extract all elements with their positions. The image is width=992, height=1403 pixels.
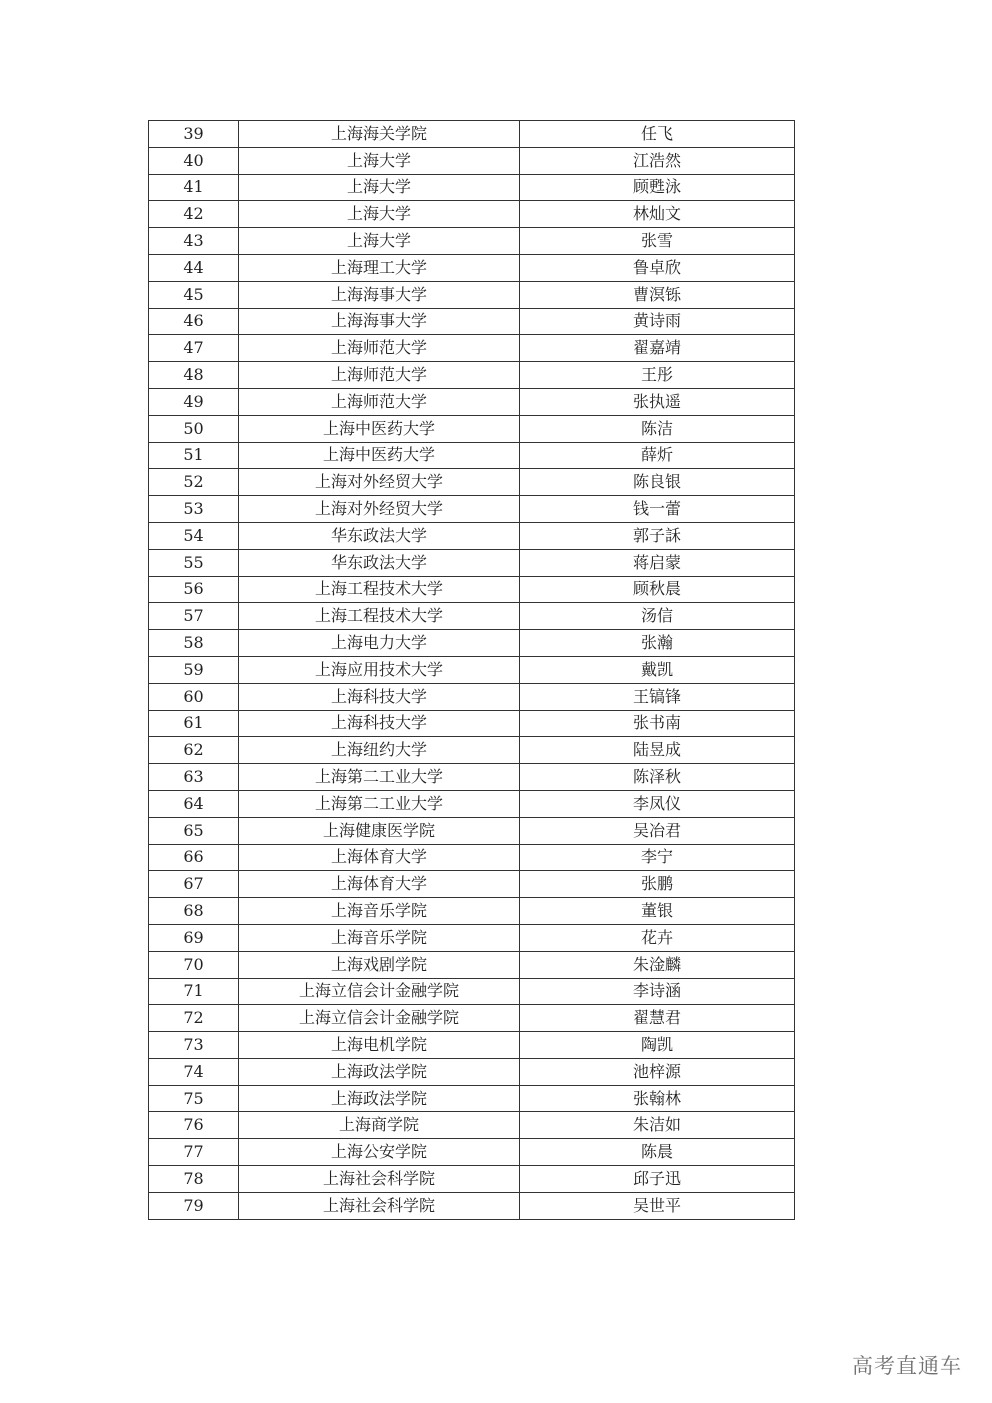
school-name: 上海电机学院	[239, 1032, 520, 1059]
row-number: 68	[149, 898, 239, 925]
table-row	[149, 496, 795, 523]
row-number: 43	[149, 228, 239, 255]
person-name: 江浩然	[520, 147, 795, 174]
school-name: 上海大学	[239, 201, 520, 228]
table-row	[149, 254, 795, 281]
table-row	[149, 147, 795, 174]
school-name: 上海政法学院	[239, 1085, 520, 1112]
person-name: 陈良银	[520, 469, 795, 496]
person-name: 戴凯	[520, 656, 795, 683]
row-number: 71	[149, 978, 239, 1005]
person-name: 王镐锋	[520, 683, 795, 710]
row-number: 51	[149, 442, 239, 469]
table-row	[149, 415, 795, 442]
school-name: 上海立信会计金融学院	[239, 978, 520, 1005]
school-name: 上海社会科学院	[239, 1166, 520, 1193]
table-row	[149, 522, 795, 549]
school-name: 上海师范大学	[239, 388, 520, 415]
row-number: 76	[149, 1112, 239, 1139]
table-row	[149, 1112, 795, 1139]
person-name: 李诗涵	[520, 978, 795, 1005]
school-name: 上海商学院	[239, 1112, 520, 1139]
row-number: 74	[149, 1058, 239, 1085]
school-name: 上海第二工业大学	[239, 764, 520, 791]
row-number: 73	[149, 1032, 239, 1059]
table-row	[149, 308, 795, 335]
school-name: 上海海事大学	[239, 281, 520, 308]
school-name: 上海师范大学	[239, 335, 520, 362]
school-name: 上海工程技术大学	[239, 603, 520, 630]
row-number: 48	[149, 362, 239, 389]
table-row	[149, 335, 795, 362]
school-name: 上海体育大学	[239, 871, 520, 898]
roster-table	[148, 120, 795, 1220]
school-name: 上海体育大学	[239, 844, 520, 871]
person-name: 顾甦泳	[520, 174, 795, 201]
person-name: 张书南	[520, 710, 795, 737]
table-row	[149, 549, 795, 576]
table-row	[149, 603, 795, 630]
school-name: 上海海事大学	[239, 308, 520, 335]
school-name: 上海工程技术大学	[239, 576, 520, 603]
row-number: 78	[149, 1166, 239, 1193]
person-name: 翟慧君	[520, 1005, 795, 1032]
row-number: 57	[149, 603, 239, 630]
row-number: 63	[149, 764, 239, 791]
person-name: 李宁	[520, 844, 795, 871]
school-name: 上海公安学院	[239, 1139, 520, 1166]
person-name: 李凤仪	[520, 790, 795, 817]
row-number: 65	[149, 817, 239, 844]
person-name: 董银	[520, 898, 795, 925]
school-name: 上海政法学院	[239, 1058, 520, 1085]
row-number: 44	[149, 254, 239, 281]
person-name: 钱一蕾	[520, 496, 795, 523]
school-name: 上海大学	[239, 147, 520, 174]
table-row	[149, 442, 795, 469]
table-row	[149, 121, 795, 148]
person-name: 汤信	[520, 603, 795, 630]
person-name: 吴冶君	[520, 817, 795, 844]
table-row	[149, 174, 795, 201]
row-number: 61	[149, 710, 239, 737]
person-name: 陈晨	[520, 1139, 795, 1166]
table-row	[149, 630, 795, 657]
row-number: 60	[149, 683, 239, 710]
person-name: 翟嘉靖	[520, 335, 795, 362]
row-number: 46	[149, 308, 239, 335]
person-name: 任飞	[520, 121, 795, 148]
table-row	[149, 656, 795, 683]
row-number: 41	[149, 174, 239, 201]
school-name: 上海理工大学	[239, 254, 520, 281]
school-name: 上海社会科学院	[239, 1192, 520, 1219]
row-number: 47	[149, 335, 239, 362]
person-name: 陈洁	[520, 415, 795, 442]
person-name: 邱子迅	[520, 1166, 795, 1193]
school-name: 上海音乐学院	[239, 924, 520, 951]
person-name: 陶凯	[520, 1032, 795, 1059]
school-name: 上海音乐学院	[239, 898, 520, 925]
school-name: 上海师范大学	[239, 362, 520, 389]
person-name: 张雪	[520, 228, 795, 255]
row-number: 50	[149, 415, 239, 442]
row-number: 49	[149, 388, 239, 415]
row-number: 70	[149, 951, 239, 978]
school-name: 上海科技大学	[239, 683, 520, 710]
person-name: 张执遥	[520, 388, 795, 415]
person-name: 林灿文	[520, 201, 795, 228]
table-row	[149, 871, 795, 898]
person-name: 陈泽秋	[520, 764, 795, 791]
row-number: 69	[149, 924, 239, 951]
person-name: 朱洁如	[520, 1112, 795, 1139]
row-number: 79	[149, 1192, 239, 1219]
person-name: 顾秋晨	[520, 576, 795, 603]
person-name: 鲁卓欣	[520, 254, 795, 281]
school-name: 上海大学	[239, 228, 520, 255]
table-row	[149, 1192, 795, 1219]
school-name: 华东政法大学	[239, 549, 520, 576]
table-row	[149, 1085, 795, 1112]
watermark-text: 高考直通车	[852, 1354, 962, 1378]
row-number: 66	[149, 844, 239, 871]
school-name: 华东政法大学	[239, 522, 520, 549]
row-number: 45	[149, 281, 239, 308]
table-row	[149, 898, 795, 925]
table-row	[149, 576, 795, 603]
row-number: 53	[149, 496, 239, 523]
row-number: 59	[149, 656, 239, 683]
table-row	[149, 388, 795, 415]
school-name: 上海对外经贸大学	[239, 469, 520, 496]
person-name: 吴世平	[520, 1192, 795, 1219]
table-row	[149, 978, 795, 1005]
row-number: 52	[149, 469, 239, 496]
row-number: 40	[149, 147, 239, 174]
table-row	[149, 844, 795, 871]
table-row	[149, 201, 795, 228]
table-row	[149, 817, 795, 844]
table-row	[149, 924, 795, 951]
school-name: 上海对外经贸大学	[239, 496, 520, 523]
roster-table-body	[149, 121, 795, 1220]
school-name: 上海应用技术大学	[239, 656, 520, 683]
person-name: 张瀚	[520, 630, 795, 657]
person-name: 王彤	[520, 362, 795, 389]
person-name: 张鹏	[520, 871, 795, 898]
row-number: 39	[149, 121, 239, 148]
row-number: 58	[149, 630, 239, 657]
table-row	[149, 1166, 795, 1193]
table-row	[149, 683, 795, 710]
table-row	[149, 281, 795, 308]
table-row	[149, 737, 795, 764]
row-number: 77	[149, 1139, 239, 1166]
table-row	[149, 951, 795, 978]
person-name: 张翰林	[520, 1085, 795, 1112]
table-row	[149, 1139, 795, 1166]
school-name: 上海纽约大学	[239, 737, 520, 764]
table-row	[149, 710, 795, 737]
row-number: 72	[149, 1005, 239, 1032]
table-row	[149, 228, 795, 255]
person-name: 花卉	[520, 924, 795, 951]
school-name: 上海健康医学院	[239, 817, 520, 844]
person-name: 蒋启蒙	[520, 549, 795, 576]
person-name: 朱淦麟	[520, 951, 795, 978]
table-row	[149, 764, 795, 791]
row-number: 56	[149, 576, 239, 603]
person-name: 曹溟铄	[520, 281, 795, 308]
school-name: 上海海关学院	[239, 121, 520, 148]
person-name: 陆昱成	[520, 737, 795, 764]
table-row	[149, 790, 795, 817]
row-number: 64	[149, 790, 239, 817]
person-name: 郭子訸	[520, 522, 795, 549]
person-name: 薛炘	[520, 442, 795, 469]
table-row	[149, 1032, 795, 1059]
school-name: 上海第二工业大学	[239, 790, 520, 817]
school-name: 上海大学	[239, 174, 520, 201]
row-number: 62	[149, 737, 239, 764]
school-name: 上海电力大学	[239, 630, 520, 657]
school-name: 上海戏剧学院	[239, 951, 520, 978]
person-name: 池梓源	[520, 1058, 795, 1085]
school-name: 上海立信会计金融学院	[239, 1005, 520, 1032]
row-number: 75	[149, 1085, 239, 1112]
row-number: 54	[149, 522, 239, 549]
table-row	[149, 1058, 795, 1085]
row-number: 67	[149, 871, 239, 898]
row-number: 55	[149, 549, 239, 576]
school-name: 上海中医药大学	[239, 442, 520, 469]
school-name: 上海科技大学	[239, 710, 520, 737]
table-row	[149, 469, 795, 496]
table-row	[149, 362, 795, 389]
school-name: 上海中医药大学	[239, 415, 520, 442]
person-name: 黄诗雨	[520, 308, 795, 335]
table-row	[149, 1005, 795, 1032]
row-number: 42	[149, 201, 239, 228]
